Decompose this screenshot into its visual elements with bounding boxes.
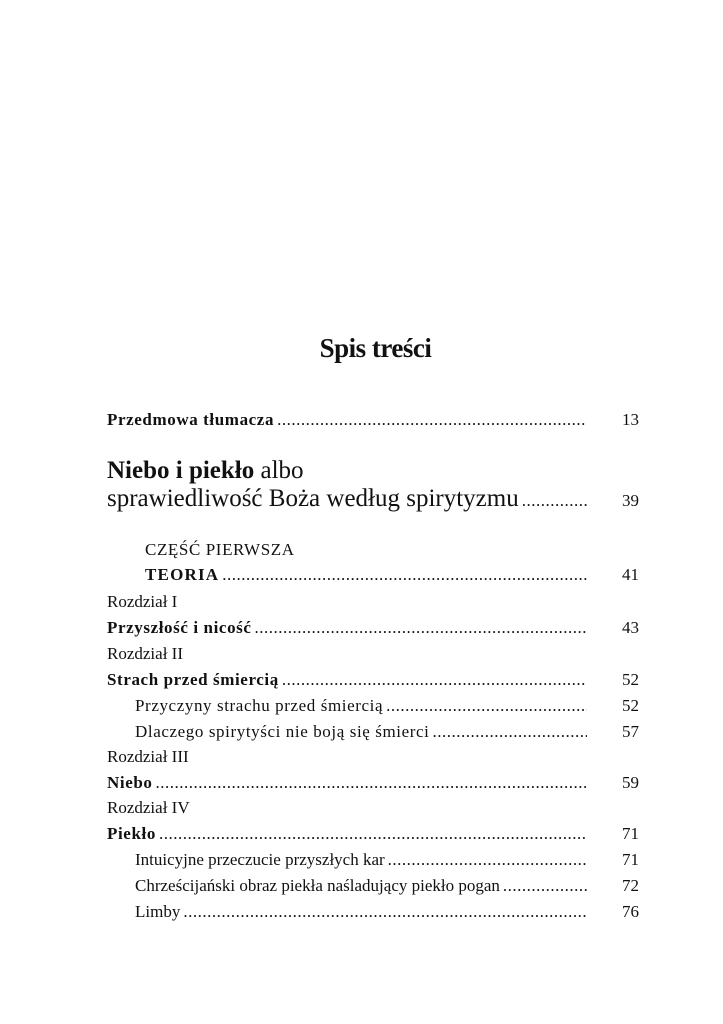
toc-entry-label: Limby xyxy=(135,902,181,921)
toc-entry-label: Dlaczego spirytyści nie boją się śmierci xyxy=(135,722,430,741)
dot-leader xyxy=(433,720,588,744)
toc-entry-label: TEORIA xyxy=(145,565,220,584)
dot-leader xyxy=(277,408,587,432)
dot-leader xyxy=(183,900,587,924)
toc-entry-strach[interactable] xyxy=(107,668,639,692)
toc-page-number: 41 xyxy=(622,565,639,584)
toc-entry-label: Przyszłość i nicość xyxy=(107,618,252,637)
toc-entry-label: sprawiedliwość Boża według spirytyzmu xyxy=(107,485,519,512)
page-title: Spis treści xyxy=(319,333,432,363)
toc-entry-niebo[interactable] xyxy=(107,771,639,795)
toc-page-number: 71 xyxy=(622,850,639,869)
toc-page-number: 39 xyxy=(622,491,639,510)
toc-page-number: 59 xyxy=(622,773,639,792)
toc-entry-przyszlosc[interactable] xyxy=(107,616,639,640)
toc-page-number: 57 xyxy=(622,722,639,741)
toc-entry-chrzescijanski[interactable] xyxy=(107,874,639,898)
toc-page-number: 76 xyxy=(622,902,639,921)
toc-entry-title-bold: Niebo i piekło xyxy=(107,457,255,484)
toc-entry-intuicyjne[interactable] xyxy=(107,848,639,872)
dot-leader xyxy=(386,694,587,718)
toc-page-number: 13 xyxy=(622,410,639,429)
dot-leader xyxy=(522,486,587,516)
toc-entry-limby[interactable] xyxy=(107,900,639,924)
part-heading: CZĘŚĆ PIERWSZA xyxy=(145,540,295,559)
toc-entry-przyczyny[interactable] xyxy=(107,694,639,718)
toc-entry-pieklo[interactable] xyxy=(107,822,639,846)
toc-entry-niebo-i-pieklo-line2[interactable] xyxy=(107,484,639,516)
toc-page-number: 72 xyxy=(622,876,639,895)
toc-entry-label: Przedmowa tłumacza xyxy=(107,410,275,429)
toc-page-number: 52 xyxy=(622,696,639,715)
toc-page-number: 52 xyxy=(622,670,639,689)
toc-entry-label: Intuicyjne przeczucie przyszłych kar xyxy=(135,850,385,869)
toc-entry-label: Chrześcijański obraz piekła naśladujący piekło pogan xyxy=(135,876,500,895)
chapter-heading: Rozdział III xyxy=(107,747,189,766)
toc-entry-label: Strach przed śmiercią xyxy=(107,670,279,689)
toc-page-number: 43 xyxy=(622,618,639,637)
toc-entry-niebo-i-pieklo-line1[interactable] xyxy=(107,456,304,486)
dot-leader xyxy=(255,616,587,640)
dot-leader xyxy=(159,822,587,846)
dot-leader xyxy=(222,563,587,587)
toc-entry-label: Niebo xyxy=(107,773,153,792)
toc-entry-label: Przyczyny strachu przed śmiercią xyxy=(135,696,384,715)
dot-leader xyxy=(503,874,587,898)
toc-entry-przedmowa[interactable] xyxy=(107,408,639,432)
toc-entry-dlaczego[interactable] xyxy=(107,720,639,744)
toc-entry-teoria[interactable] xyxy=(107,563,639,587)
dot-leader xyxy=(156,771,588,795)
chapter-heading: Rozdział II xyxy=(107,644,183,663)
chapter-heading: Rozdział I xyxy=(107,592,178,611)
toc-entry-label: Piekło xyxy=(107,824,156,843)
toc-entry-title-rest: albo xyxy=(254,457,304,484)
chapter-heading: Rozdział IV xyxy=(107,798,190,817)
dot-leader xyxy=(388,848,587,872)
dot-leader xyxy=(282,668,587,692)
toc-page-number: 71 xyxy=(622,824,639,843)
